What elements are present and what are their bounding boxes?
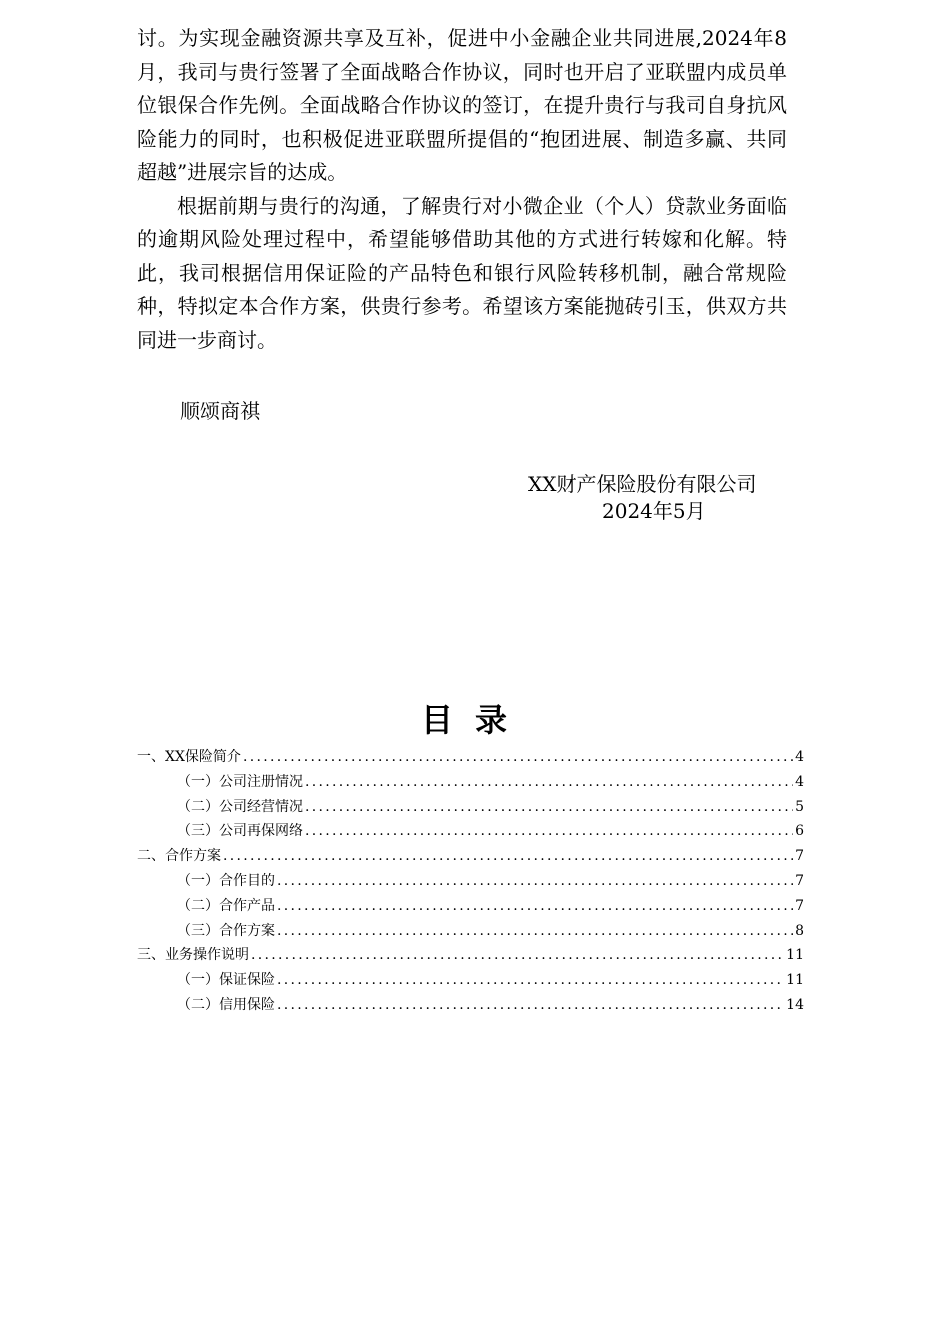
toc-dot-leader — [243, 745, 793, 770]
toc-entry-page: 6 — [795, 823, 804, 840]
toc-entry[interactable] — [137, 919, 804, 944]
toc-entry[interactable] — [137, 745, 804, 770]
letter-signature — [520, 471, 790, 525]
toc-entry-label: （一）公司注册情况 — [177, 773, 303, 790]
toc-entry-label: （二）合作产品 — [177, 897, 275, 914]
toc-entry[interactable] — [137, 770, 804, 795]
toc-dot-leader — [277, 894, 793, 919]
toc-entry-label: （三）公司再保网络 — [177, 823, 303, 840]
signature-date: 2024年5月 — [602, 499, 706, 523]
toc-entry-label: （二）公司经营情况 — [177, 798, 303, 815]
toc-entry-page: 7 — [795, 872, 804, 889]
toc-entry[interactable] — [137, 968, 804, 993]
toc-entry[interactable] — [137, 993, 804, 1018]
toc-entry[interactable] — [137, 844, 804, 869]
toc-entry-page: 7 — [795, 848, 804, 865]
toc-entry-page: 8 — [795, 922, 804, 939]
toc-dot-leader — [277, 968, 784, 993]
toc-entry-page: 4 — [795, 773, 804, 790]
toc-entry-label: （一）合作目的 — [177, 872, 275, 889]
toc-entry-page: 11 — [786, 947, 804, 964]
toc-dot-leader — [277, 993, 784, 1018]
letter-closing: 顺颂商祺 — [180, 399, 260, 423]
toc-title: 目录 — [420, 701, 529, 739]
toc-dot-leader — [305, 770, 793, 795]
toc-entry-page: 5 — [795, 798, 804, 815]
letter-paragraph-1: 讨。为实现金融资源共享及互补，促进中小金融企业共同进展,2024年8月，我司与贵行签署了全面战略合作协议，同时也开启了亚联盟内成员单位银保合作先例。全面战略合作协议的签订，在提升贵行与我司自身抗风险能力的同时，也积极促进亚联盟所提倡的“抱团进展、制造多赢、共同超越”进展宗旨的达成。 — [137, 26, 787, 184]
toc-entry[interactable] — [137, 894, 804, 919]
toc-entry[interactable] — [137, 943, 804, 968]
toc-entry-label: 一、XX保险简介 — [137, 749, 241, 765]
letter-body — [137, 22, 787, 357]
toc-dot-leader — [223, 844, 793, 869]
toc-entry-label: （三）合作方案 — [177, 922, 275, 939]
toc-entry-page: 11 — [786, 972, 804, 989]
signature-company: XX财产保险股份有限公司 — [528, 472, 757, 496]
toc-entry[interactable] — [137, 819, 804, 844]
toc-entry-label: 二、合作方案 — [137, 848, 221, 865]
toc-dot-leader — [277, 869, 793, 894]
toc-entry-label: （二）信用保险 — [177, 996, 275, 1013]
toc-entry[interactable] — [137, 869, 804, 894]
toc-dot-leader — [305, 819, 793, 844]
toc-entry[interactable] — [137, 795, 804, 820]
toc-entry-page: 4 — [795, 749, 804, 765]
toc-entry-page: 14 — [786, 996, 804, 1013]
toc-dot-leader — [305, 795, 793, 820]
table-of-contents — [137, 745, 804, 1018]
toc-entry-label: （一）保证保险 — [177, 972, 275, 989]
toc-entry-page: 7 — [795, 897, 804, 914]
toc-dot-leader — [277, 919, 793, 944]
toc-entry-label: 三、业务操作说明 — [137, 947, 249, 964]
letter-paragraph-2: 根据前期与贵行的沟通，了解贵行对小微企业（个人）贷款业务面临的逾期风险处理过程中，希望能够借助其他的方式进行转嫁和化解。特此，我司根据信用保证险的产品特色和银行风险转移机制，融合常规险种，特拟定本合作方案，供贵行参考。希望该方案能抛砖引玉，供双方共同进一步商讨。 — [137, 193, 787, 352]
toc-dot-leader — [251, 943, 784, 968]
